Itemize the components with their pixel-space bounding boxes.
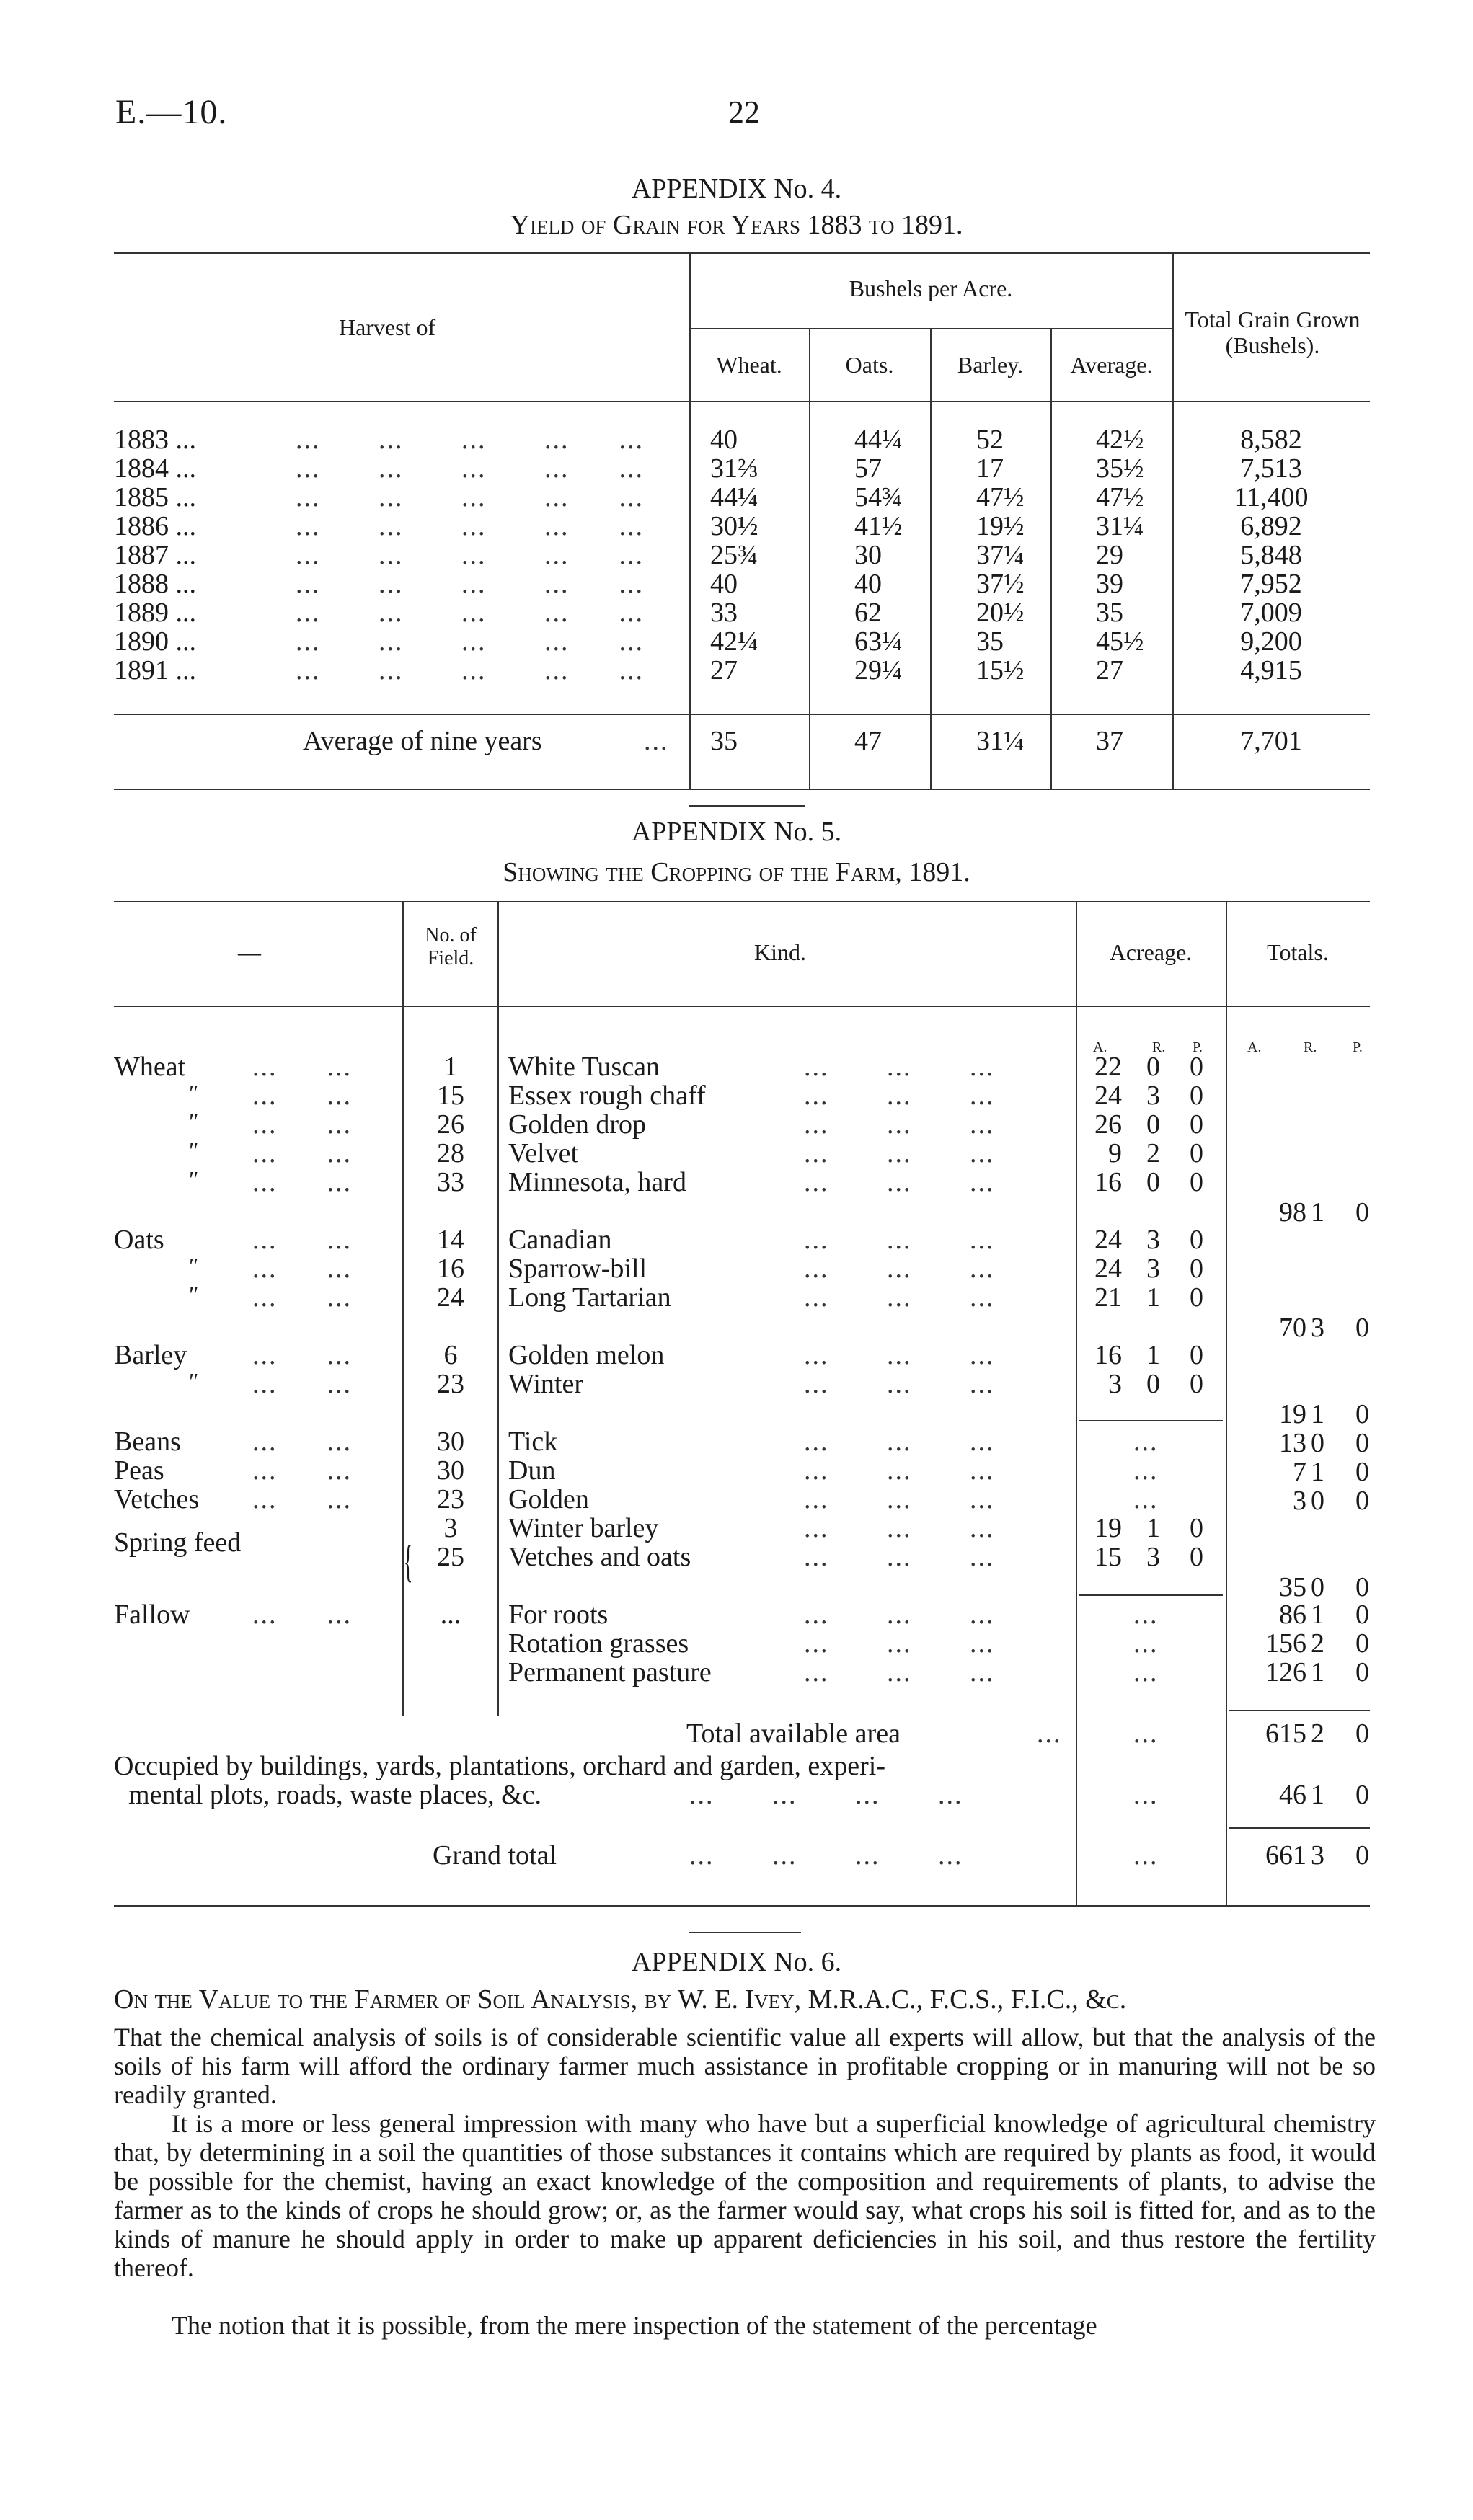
average-value: 45½ <box>1096 626 1144 657</box>
total-value: 4,915 <box>1240 655 1302 686</box>
acreage-r: 3 <box>1146 1542 1160 1572</box>
appendix6-title: APPENDIX No. 6. <box>631 1947 842 1977</box>
col-bushels: Bushels per Acre. <box>849 275 1013 301</box>
total-value: 9,200 <box>1240 626 1302 657</box>
unit-a-totals: A. <box>1247 1039 1262 1055</box>
total-a: 98 <box>1279 1197 1306 1228</box>
acreage-r: 1 <box>1146 1340 1160 1370</box>
crop-label: " <box>187 1282 198 1308</box>
col-kind: Kind. <box>754 939 806 965</box>
barley-value: 37¼ <box>976 540 1025 570</box>
col-total: Total Grain Grown (Bushels). <box>1185 306 1361 358</box>
barley-value: 17 <box>976 453 1004 484</box>
total-r: 3 <box>1311 1313 1324 1343</box>
kind-label: For roots <box>508 1600 609 1630</box>
total-a: 86 <box>1279 1600 1306 1630</box>
field-number: 28 <box>437 1138 464 1168</box>
leader-dots: ... ... ... ... ... <box>296 511 644 541</box>
field-number: ... <box>440 1600 461 1630</box>
col-totals: Totals. <box>1267 939 1329 965</box>
oats-value: 57 <box>854 453 882 484</box>
field-number: 6 <box>443 1340 458 1370</box>
wheat-value: 33 <box>710 598 738 628</box>
kind-label: Minnesota, hard <box>508 1167 686 1197</box>
leader-dots: ... ... <box>252 1052 352 1082</box>
field-number: 15 <box>437 1081 464 1111</box>
year-label: 1887 ... <box>114 540 196 570</box>
total-r: 1 <box>1311 1657 1324 1687</box>
total-p: 0 <box>1355 1572 1369 1602</box>
paragraph-2: It is a more or less general impression with many who have but a superficial knowledge of agricultural chemistry that, by determining in a soil the quantities of those substances it contains which are required by plants as food, it would be possible for the chemist, having an exact knowledge of the composition and requirements of plants, to advise the farmer as to the kinds of crops he should grow; or, as the farmer would say, what crops his soil is fitted for, and as to the kinds of manure he should apply in order to make up apparent deficiencies in his soil, and thus restore the fertility thereof. <box>114 2109 1376 2282</box>
crop-label: Oats <box>114 1225 164 1255</box>
leader-dots: ... ... ... <box>804 1657 995 1687</box>
kind-label: Rotation grasses <box>508 1628 689 1659</box>
crop-label: Fallow <box>114 1600 190 1630</box>
kind-label: Winter <box>508 1369 583 1399</box>
wheat-value: 42¼ <box>710 626 758 657</box>
average-value: 29 <box>1096 540 1123 570</box>
leader-dots: ... ... ... ... ... <box>296 453 644 484</box>
wheat-value: 40 <box>710 425 738 455</box>
average-value: 35½ <box>1096 453 1144 484</box>
average-value: 31¼ <box>1096 511 1144 541</box>
empty-acreage: ... <box>1133 1628 1159 1659</box>
col-acreage: Acreage. <box>1109 939 1193 965</box>
crop-label: Beans <box>114 1427 181 1457</box>
unit-p-totals: P. <box>1353 1039 1363 1055</box>
barley-value: 47½ <box>976 482 1025 513</box>
barley-value: 19½ <box>976 511 1025 541</box>
total-r: 2 <box>1311 1628 1324 1659</box>
total-p: 0 <box>1355 1399 1369 1429</box>
acreage-p: 0 <box>1190 1138 1203 1168</box>
wheat-value: 40 <box>710 569 738 599</box>
field-number: 24 <box>437 1282 464 1313</box>
acreage-a: 16 <box>1094 1167 1122 1197</box>
empty-acreage: ... <box>1133 1484 1159 1514</box>
occupied-label-1: Occupied by buildings, yards, plantations, orchard and garden, experi- <box>114 1751 886 1781</box>
leader-dots: ... ... ... <box>804 1628 995 1659</box>
total-r: 1 <box>1311 1600 1324 1630</box>
wheat-value: 25¾ <box>710 540 758 570</box>
kind-label: Long Tartarian <box>508 1282 671 1313</box>
leader-dots: ... ... <box>252 1167 352 1197</box>
leader-dots: ... ... ... <box>804 1484 995 1514</box>
crop-label: Peas <box>114 1455 164 1486</box>
leader-dots: ... ... <box>252 1109 352 1140</box>
grand-total-a: 661 <box>1265 1840 1306 1871</box>
barley-value: 52 <box>976 425 1004 455</box>
grand-total-label: Grand total <box>433 1840 557 1871</box>
leader-dots: ... ... <box>252 1600 352 1630</box>
unit-r-totals: R. <box>1304 1039 1317 1055</box>
acreage-r: 3 <box>1146 1254 1160 1284</box>
year-label: 1883 ... <box>114 425 196 455</box>
col-field: No. of Field. <box>425 924 477 970</box>
acreage-a: 24 <box>1094 1254 1122 1284</box>
occupied-p: 0 <box>1355 1780 1369 1810</box>
leader-dots: ... ... <box>252 1455 352 1486</box>
occupied-a: 46 <box>1279 1780 1306 1810</box>
crop-label: " <box>187 1368 198 1394</box>
crop-label: " <box>187 1253 198 1279</box>
leader-dots: ... ... ... ... ... <box>296 482 644 513</box>
total-a: 7 <box>1293 1457 1306 1487</box>
acreage-r: 0 <box>1146 1052 1160 1082</box>
leader-dots: ... ... ... ... ... <box>296 569 644 599</box>
acreage-a: 26 <box>1094 1109 1122 1140</box>
oats-value: 41½ <box>854 511 903 541</box>
total-value: 5,848 <box>1240 540 1302 570</box>
acreage-r: 1 <box>1146 1513 1160 1543</box>
acreage-p: 0 <box>1190 1225 1203 1255</box>
acreage-r: 3 <box>1146 1225 1160 1255</box>
total-available-p: 0 <box>1355 1718 1369 1749</box>
appendix4-title: APPENDIX No. 4. <box>631 174 842 204</box>
acreage-r: 3 <box>1146 1081 1160 1111</box>
acreage-p: 0 <box>1190 1513 1203 1543</box>
total-a: 19 <box>1279 1399 1306 1429</box>
wheat-value: 30½ <box>710 511 758 541</box>
kind-label: Essex rough chaff <box>508 1081 706 1111</box>
total-p: 0 <box>1355 1457 1369 1487</box>
leader-dots: ... ... ... <box>804 1225 995 1255</box>
total-a: 126 <box>1265 1657 1306 1687</box>
wheat-value: 44¼ <box>710 482 758 513</box>
oats-value: 44¼ <box>854 425 903 455</box>
average-value: 39 <box>1096 569 1123 599</box>
leader-dots: ... ... ... <box>804 1369 995 1399</box>
leader-dots: ... ... ... <box>804 1455 995 1486</box>
leader-dots: ... ... ... <box>804 1167 995 1197</box>
wheat-value: 27 <box>710 655 738 686</box>
total-p: 0 <box>1355 1313 1369 1343</box>
average-value: 35 <box>1096 598 1123 628</box>
leader-dots: ... ... <box>252 1254 352 1284</box>
grand-total-r: 3 <box>1311 1840 1324 1871</box>
leader-dots: ... ... <box>252 1369 352 1399</box>
unit-a: A. <box>1093 1039 1107 1055</box>
leader-dots: ... ... <box>252 1225 352 1255</box>
leader-dots: ... ... ... <box>804 1109 995 1140</box>
total-p: 0 <box>1355 1486 1369 1516</box>
acreage-a: 19 <box>1094 1513 1122 1543</box>
year-label: 1891 ... <box>114 655 196 686</box>
average-avg: 37 <box>1096 726 1123 756</box>
crop-label: Barley <box>114 1340 187 1370</box>
total-value: 7,513 <box>1240 453 1302 484</box>
average-oats: 47 <box>854 726 882 756</box>
acreage-r: 0 <box>1146 1109 1160 1140</box>
empty-acreage: ... <box>1133 1427 1159 1457</box>
field-number: 23 <box>437 1369 464 1399</box>
acreage-a: 21 <box>1094 1282 1122 1313</box>
kind-label: Golden <box>508 1484 589 1514</box>
paragraph-1: That the chemical analysis of soils is of considerable scientific value all experts will allow, but that the analysis of the soils of his farm will afford the ordinary farmer much assistance in profitable cropping or in manuring will not be so readily granted. <box>114 2023 1376 2109</box>
leader-dots: ... ... ... <box>804 1138 995 1168</box>
year-label: 1885 ... <box>114 482 196 513</box>
leader-dots: ... ... ... <box>804 1542 995 1572</box>
leader-dots: ... ... ... <box>804 1600 995 1630</box>
acreage-p: 0 <box>1190 1542 1203 1572</box>
kind-label: Vetches and oats <box>508 1542 691 1572</box>
kind-label: Sparrow-bill <box>508 1254 647 1284</box>
acreage-p: 0 <box>1190 1109 1203 1140</box>
acreage-p: 0 <box>1190 1369 1203 1399</box>
field-number: 25 <box>437 1542 464 1572</box>
total-available-r: 2 <box>1311 1718 1324 1749</box>
leader-dots: ... ... ... <box>804 1282 995 1313</box>
acreage-r: 2 <box>1146 1138 1160 1168</box>
crop-label: Spring feed <box>114 1527 242 1558</box>
empty-acreage: ... <box>1133 1600 1159 1630</box>
leader-dots: ... ... ... <box>804 1340 995 1370</box>
acreage-a: 3 <box>1108 1369 1122 1399</box>
field-number: 30 <box>437 1455 464 1486</box>
col-crop: — <box>238 939 261 965</box>
oats-value: 40 <box>854 569 882 599</box>
oats-value: 29¼ <box>854 655 903 686</box>
leader-dots: ... ... ... ... ... <box>296 598 644 628</box>
leader-dots: ... ... ... <box>804 1513 995 1543</box>
occupied-label-2: mental plots, roads, waste places, &c. <box>128 1780 542 1810</box>
leader-dots: ... ... ... ... ... <box>296 655 644 686</box>
acreage-r: 0 <box>1146 1369 1160 1399</box>
average-value: 42½ <box>1096 425 1144 455</box>
col-harvest: Harvest of <box>339 314 436 340</box>
total-a: 13 <box>1279 1428 1306 1458</box>
total-r: 0 <box>1311 1428 1324 1458</box>
year-label: 1889 ... <box>114 598 196 628</box>
acreage-a: 15 <box>1094 1542 1122 1572</box>
total-available-label: Total available area <box>686 1718 901 1749</box>
acreage-p: 0 <box>1190 1081 1203 1111</box>
average-value: 27 <box>1096 655 1123 686</box>
leader-dots: ... ... <box>252 1138 352 1168</box>
leader-dots: ... ... <box>252 1484 352 1514</box>
crop-label: Wheat <box>114 1052 186 1082</box>
acreage-a: 16 <box>1094 1340 1122 1370</box>
paragraph-3: The notion that it is possible, from the mere inspection of the statement of the percentage <box>172 2311 1097 2340</box>
kind-label: Winter barley <box>508 1513 659 1543</box>
kind-label: White Tuscan <box>508 1052 660 1082</box>
year-label: 1888 ... <box>114 569 196 599</box>
total-r: 1 <box>1311 1399 1324 1429</box>
field-number: 16 <box>437 1254 464 1284</box>
total-p: 0 <box>1355 1628 1369 1659</box>
kind-label: Dun <box>508 1455 556 1486</box>
barley-value: 15½ <box>976 655 1025 686</box>
leader-dots: ... ... <box>252 1081 352 1111</box>
leader-dots: ... ... ... <box>804 1052 995 1082</box>
leader-dots: ... ... <box>252 1282 352 1313</box>
crop-label: " <box>187 1080 198 1106</box>
oats-value: 30 <box>854 540 882 570</box>
field-number: 3 <box>443 1513 458 1543</box>
occupied-r: 1 <box>1311 1780 1324 1810</box>
acreage-p: 0 <box>1190 1282 1203 1313</box>
leader-dots: ... ... ... ... ... <box>296 540 644 570</box>
acreage-a: 9 <box>1108 1138 1122 1168</box>
year-label: 1886 ... <box>114 511 196 541</box>
appendix5-subtitle: Showing the Cropping of the Farm, 1891. <box>503 857 970 887</box>
total-r: 1 <box>1311 1197 1324 1228</box>
kind-label: Golden drop <box>508 1109 647 1140</box>
field-number: 23 <box>437 1484 464 1514</box>
barley-value: 37½ <box>976 569 1025 599</box>
total-p: 0 <box>1355 1197 1369 1228</box>
total-a: 70 <box>1279 1313 1306 1343</box>
total-a: 156 <box>1265 1628 1306 1659</box>
wheat-value: 31⅔ <box>710 453 758 484</box>
kind-label: Canadian <box>508 1225 612 1255</box>
col-average: Average. <box>1070 352 1153 378</box>
total-value: 6,892 <box>1240 511 1302 541</box>
appendix4-subtitle: Yield of Grain for Years 1883 to 1891. <box>510 210 963 240</box>
crop-label: " <box>187 1137 198 1163</box>
crop-label: Vetches <box>114 1484 200 1514</box>
col-wheat: Wheat. <box>716 352 782 378</box>
acreage-a: 22 <box>1094 1052 1122 1082</box>
oats-value: 63¼ <box>854 626 903 657</box>
field-number: 33 <box>437 1167 464 1197</box>
field-number: 26 <box>437 1109 464 1140</box>
oats-value: 62 <box>854 598 882 628</box>
col-barley: Barley. <box>957 352 1024 378</box>
field-number: 14 <box>437 1225 464 1255</box>
total-r: 0 <box>1311 1572 1324 1602</box>
total-value: 8,582 <box>1240 425 1302 455</box>
leader-dots: ... ... ... ... ... <box>296 425 644 455</box>
total-value: 7,009 <box>1240 598 1302 628</box>
acreage-a: 24 <box>1094 1081 1122 1111</box>
year-label: 1890 ... <box>114 626 196 657</box>
leader-dots: ... ... <box>252 1340 352 1370</box>
acreage-p: 0 <box>1190 1254 1203 1284</box>
total-p: 0 <box>1355 1657 1369 1687</box>
total-value: 7,952 <box>1240 569 1302 599</box>
grand-total-p: 0 <box>1355 1840 1369 1871</box>
series-label: E.—10. <box>115 93 228 131</box>
crop-label: " <box>187 1166 198 1192</box>
empty-acreage: ... <box>1133 1657 1159 1687</box>
oats-value: 54¾ <box>854 482 903 513</box>
kind-label: Tick <box>508 1427 558 1457</box>
acreage-p: 0 <box>1190 1167 1203 1197</box>
average-label: Average of nine years <box>303 726 542 756</box>
total-available-a: 615 <box>1265 1718 1306 1749</box>
average-total: 7,701 <box>1240 726 1302 756</box>
total-p: 0 <box>1355 1428 1369 1458</box>
col-oats: Oats. <box>845 352 894 378</box>
acreage-r: 0 <box>1146 1167 1160 1197</box>
leader-dots: ... ... ... <box>804 1081 995 1111</box>
appendix6-subtitle: On the Value to the Farmer of Soil Analysis, by W. E. Ivey, M.R.A.C., F.C.S., F.I.C., &c. <box>114 1984 1127 2015</box>
total-a: 35 <box>1279 1572 1306 1602</box>
field-number: 1 <box>443 1052 458 1082</box>
unit-r: R. <box>1152 1039 1166 1055</box>
leader-dots: ... ... <box>252 1427 352 1457</box>
barley-value: 20½ <box>976 598 1025 628</box>
average-wheat: 35 <box>710 726 738 756</box>
acreage-p: 0 <box>1190 1340 1203 1370</box>
leader-dots: ... ... ... <box>804 1254 995 1284</box>
average-barley: 31¼ <box>976 726 1025 756</box>
field-number: 30 <box>437 1427 464 1457</box>
kind-label: Velvet <box>508 1138 579 1168</box>
page-number: 22 <box>728 94 760 130</box>
acreage-r: 1 <box>1146 1282 1160 1313</box>
total-a: 3 <box>1293 1486 1306 1516</box>
average-value: 47½ <box>1096 482 1144 513</box>
leader-dots: ... ... ... <box>804 1427 995 1457</box>
acreage-a: 24 <box>1094 1225 1122 1255</box>
year-label: 1884 ... <box>114 453 196 484</box>
total-r: 0 <box>1311 1486 1324 1516</box>
crop-label: " <box>187 1109 198 1135</box>
unit-p: P. <box>1193 1039 1203 1055</box>
barley-value: 35 <box>976 626 1004 657</box>
acreage-p: 0 <box>1190 1052 1203 1082</box>
appendix5-title: APPENDIX No. 5. <box>631 817 842 847</box>
total-value: 11,400 <box>1234 482 1309 513</box>
empty-acreage: ... <box>1133 1455 1159 1486</box>
kind-label: Permanent pasture <box>508 1657 712 1687</box>
total-p: 0 <box>1355 1600 1369 1630</box>
total-r: 1 <box>1311 1457 1324 1487</box>
leader-dots: ... ... ... ... ... <box>296 626 644 657</box>
kind-label: Golden melon <box>508 1340 665 1370</box>
